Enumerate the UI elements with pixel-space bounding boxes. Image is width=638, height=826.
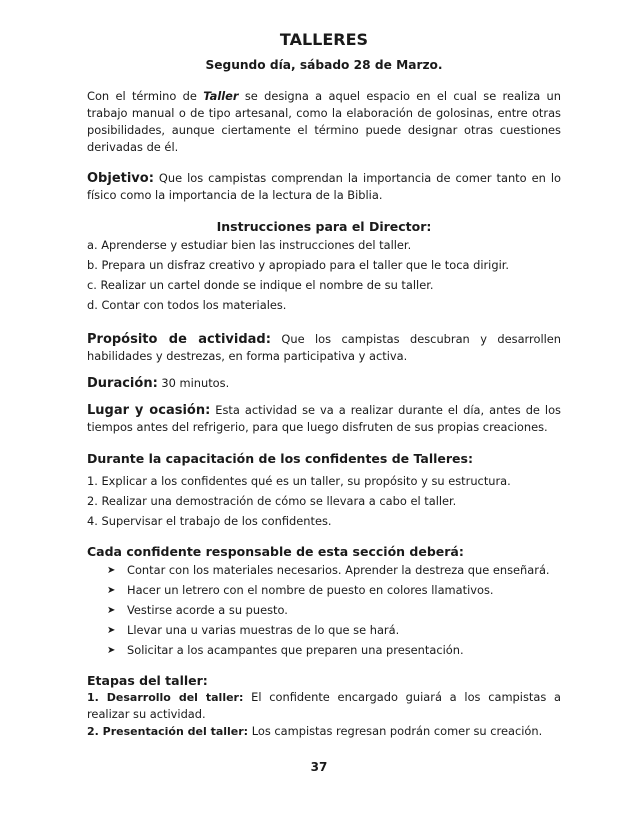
document-page [87,30,561,740]
capacitacion-item: 1. Explicar a los confidentes qué es un taller, su propósito y su estructura. [87,474,511,488]
page-title: TALLERES [279,30,369,49]
list-item [107,562,561,579]
duracion-paragraph [87,375,561,392]
bullet-text: Llevar una u varias muestras de lo que se hará. [127,623,400,637]
lugar-paragraph [87,402,561,436]
proposito-paragraph [87,331,561,365]
lugar-text: Esta actividad se va a realizar durante el día, antes de los tiempos antes del refrigerio, para que luego disfruten de sus propias creaciones. [87,403,561,434]
capacitacion-heading: Durante la capacitación de los confidentes de Talleres: [87,451,473,466]
lugar-label: Lugar y ocasión: [87,403,211,418]
capacitacion-item: 2. Realizar una demostración de cómo se llevara a cabo el taller. [87,494,457,508]
bullet-text: Vestirse acorde a su puesto. [127,603,288,617]
confidente-heading: Cada confidente responsable de esta sección deberá: [87,544,464,559]
bullet-text: Hacer un letrero con el nombre de puesto en colores llamativos. [127,583,494,597]
etapas-heading: Etapas del taller: [87,673,208,688]
etapa-text: Los campistas regresan podrán comer su creación. [248,724,543,738]
intro-term: Taller [203,89,239,103]
instruccion-item: d. Contar con todos los materiales. [87,298,287,312]
page-number: 37 [310,760,328,774]
arrow-bullet-icon: ➤ [107,565,116,576]
proposito-text: Que los campistas descubran y desarrollen habilidades y destrezas, en forma participativa y activa. [87,332,561,363]
instruccion-item: c. Realizar un cartel donde se indique el nombre de su taller. [87,278,434,292]
list-item [107,582,561,599]
instruccion-item: b. Prepara un disfraz creativo y apropiado para el taller que le toca dirigir. [87,258,509,272]
intro-paragraph [87,88,561,156]
duracion-label: Duración: [87,376,158,391]
objetivo-label: Objetivo: [87,171,154,186]
objetivo-text: Que los campistas comprendan la importancia de comer tanto en lo físico como la importancia de la lectura de la Biblia. [87,171,561,202]
objetivo-paragraph [87,170,561,204]
capacitacion-item: 4. Supervisar el trabajo de los confidentes. [87,514,332,528]
etapa-label: 2. Presentación del taller: [87,725,249,738]
arrow-bullet-icon: ➤ [107,625,116,636]
list-item [107,642,561,659]
instrucciones-heading: Instrucciones para el Director: [216,219,432,234]
etapa-text: El confidente encargado guiará a los campistas a realizar su actividad. [87,690,561,721]
bullet-text: Contar con los materiales necesarios. Aprender la destreza que enseñará. [127,563,550,577]
intro-text-before: Con el término de [87,89,204,103]
etapa-label: 1. Desarrollo del taller: [87,691,244,704]
list-item [107,622,561,639]
instruccion-item: a. Aprenderse y estudiar bien las instrucciones del taller. [87,238,412,252]
bullet-text: Solicitar a los acampantes que preparen una presentación. [127,643,464,657]
etapa-item [87,723,561,740]
confidente-bullet-list [107,562,561,659]
proposito-label: Propósito de actividad: [87,332,271,347]
arrow-bullet-icon: ➤ [107,585,116,596]
intro-text-after: se designa a aquel espacio en el cual se realiza un trabajo manual o de tipo artesanal, como la elaboración de golosinas, entre otras posibilidades, aunque ciertamente el término puede designar otras cuestiones derivadas de él. [87,89,561,154]
page-subtitle: Segundo día, sábado 28 de Marzo. [205,58,443,72]
arrow-bullet-icon: ➤ [107,605,116,616]
list-item [107,602,561,619]
arrow-bullet-icon: ➤ [107,645,116,656]
etapa-item [87,689,561,723]
duracion-text: 30 minutos. [157,376,230,390]
